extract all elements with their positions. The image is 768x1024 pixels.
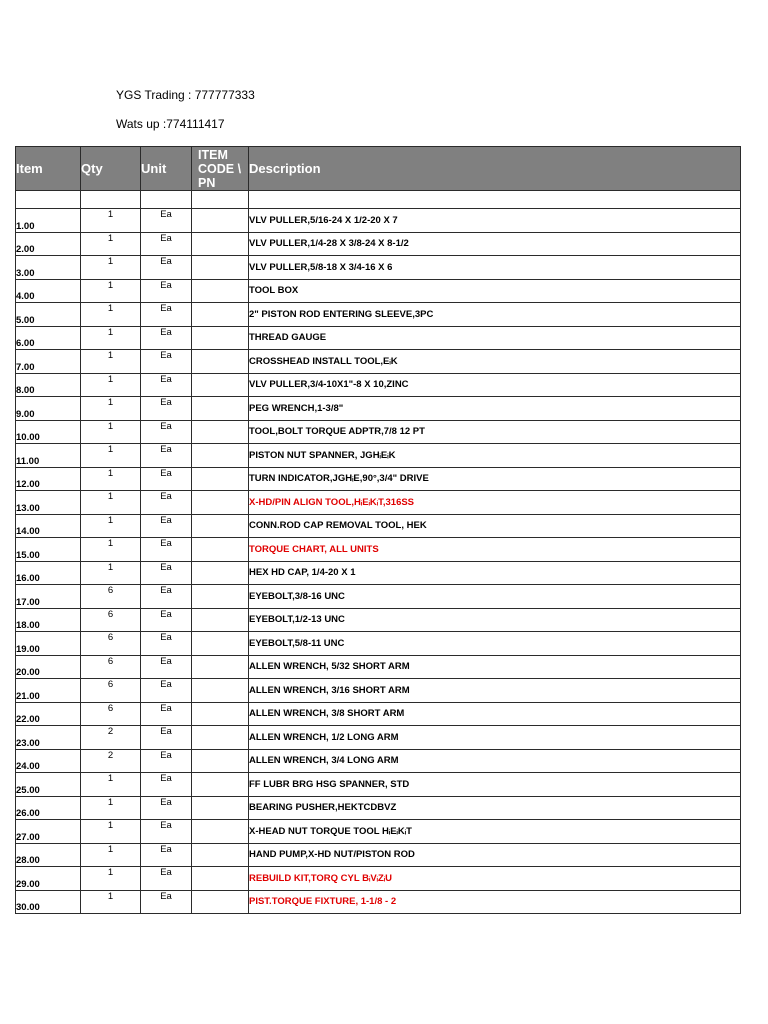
description-cell: TOOL BOX xyxy=(249,279,741,303)
description-cell: VLV PULLER,5/8-18 X 3/4-16 X 6 xyxy=(249,256,741,280)
item-number-cell: 6.00 xyxy=(16,326,81,350)
item-number-cell: 16.00 xyxy=(16,561,81,585)
items-table xyxy=(15,146,741,914)
table-row xyxy=(16,843,741,867)
unit-cell: Ea xyxy=(141,726,192,750)
description-cell: PISTON NUT SPANNER, JGHᵢEᵢK xyxy=(249,444,741,468)
description-cell: TOOL,BOLT TORQUE ADPTR,7/8 12 PT xyxy=(249,420,741,444)
item-code-cell xyxy=(192,467,249,491)
header-item: Item xyxy=(16,147,81,191)
item-number-cell: 22.00 xyxy=(16,702,81,726)
unit-cell: Ea xyxy=(141,303,192,327)
unit-cell: Ea xyxy=(141,608,192,632)
qty-cell: 1 xyxy=(81,256,141,280)
unit-cell: Ea xyxy=(141,632,192,656)
unit-cell: Ea xyxy=(141,538,192,562)
item-number-cell: 19.00 xyxy=(16,632,81,656)
item-code-cell xyxy=(192,514,249,538)
description-cell: ALLEN WRENCH, 3/16 SHORT ARM xyxy=(249,679,741,703)
description-cell: PEG WRENCH,1-3/8" xyxy=(249,397,741,421)
description-cell: REBUILD KIT,TORQ CYL BᵢVᵢZᵢU xyxy=(249,867,741,891)
item-number-cell: 12.00 xyxy=(16,467,81,491)
description-cell: X-HEAD NUT TORQUE TOOL HᵢEᵢKᵢT xyxy=(249,820,741,844)
table-row xyxy=(16,256,741,280)
item-code-cell xyxy=(192,655,249,679)
item-code-cell xyxy=(192,773,249,797)
qty-cell: 1 xyxy=(81,514,141,538)
qty-cell: 1 xyxy=(81,397,141,421)
item-number-cell: 23.00 xyxy=(16,726,81,750)
unit-cell: Ea xyxy=(141,279,192,303)
qty-cell: 6 xyxy=(81,585,141,609)
unit-cell: Ea xyxy=(141,773,192,797)
item-number-cell: 14.00 xyxy=(16,514,81,538)
qty-cell: 1 xyxy=(81,467,141,491)
qty-cell: 1 xyxy=(81,326,141,350)
description-cell: 2" PISTON ROD ENTERING SLEEVE,3PC xyxy=(249,303,741,327)
table-row xyxy=(16,373,741,397)
table-row xyxy=(16,303,741,327)
table-body xyxy=(16,191,741,914)
item-code-cell xyxy=(192,256,249,280)
item-code-cell xyxy=(192,326,249,350)
table-row xyxy=(16,491,741,515)
description-cell: TURN INDICATOR,JGHᵢE,90°,3/4" DRIVE xyxy=(249,467,741,491)
description-cell: ALLEN WRENCH, 3/8 SHORT ARM xyxy=(249,702,741,726)
table-row xyxy=(16,632,741,656)
qty-cell: 1 xyxy=(81,561,141,585)
item-number-cell: 26.00 xyxy=(16,796,81,820)
table-row xyxy=(16,820,741,844)
item-code-cell xyxy=(192,491,249,515)
description-cell: HAND PUMP,X-HD NUT/PISTON ROD xyxy=(249,843,741,867)
qty-cell: 1 xyxy=(81,209,141,233)
blank-cell xyxy=(249,191,741,209)
item-code-cell xyxy=(192,632,249,656)
description-cell: ALLEN WRENCH, 3/4 LONG ARM xyxy=(249,749,741,773)
unit-cell: Ea xyxy=(141,585,192,609)
unit-cell: Ea xyxy=(141,420,192,444)
item-code-cell xyxy=(192,209,249,233)
item-code-cell xyxy=(192,843,249,867)
unit-cell: Ea xyxy=(141,209,192,233)
table-row xyxy=(16,608,741,632)
qty-cell: 1 xyxy=(81,350,141,374)
unit-cell: Ea xyxy=(141,890,192,914)
unit-cell: Ea xyxy=(141,326,192,350)
item-code-cell xyxy=(192,373,249,397)
item-code-cell xyxy=(192,303,249,327)
qty-cell: 1 xyxy=(81,538,141,562)
item-number-cell: 15.00 xyxy=(16,538,81,562)
table-row xyxy=(16,444,741,468)
table-row xyxy=(16,585,741,609)
item-code-cell xyxy=(192,890,249,914)
item-code-cell xyxy=(192,608,249,632)
item-code-cell xyxy=(192,232,249,256)
description-cell: VLV PULLER,5/16-24 X 1/2-20 X 7 xyxy=(249,209,741,233)
qty-cell: 2 xyxy=(81,726,141,750)
unit-cell: Ea xyxy=(141,232,192,256)
unit-cell: Ea xyxy=(141,491,192,515)
table-row xyxy=(16,397,741,421)
description-cell: THREAD GAUGE xyxy=(249,326,741,350)
item-code-cell xyxy=(192,867,249,891)
description-cell: HEX HD CAP, 1/4-20 X 1 xyxy=(249,561,741,585)
item-number-cell: 30.00 xyxy=(16,890,81,914)
item-code-cell xyxy=(192,702,249,726)
item-code-cell xyxy=(192,796,249,820)
description-cell: CONN.ROD CAP REMOVAL TOOL, HEK xyxy=(249,514,741,538)
item-number-cell: 17.00 xyxy=(16,585,81,609)
qty-cell: 1 xyxy=(81,867,141,891)
table-row xyxy=(16,232,741,256)
table-row xyxy=(16,561,741,585)
qty-cell: 6 xyxy=(81,632,141,656)
unit-cell: Ea xyxy=(141,256,192,280)
qty-cell: 1 xyxy=(81,843,141,867)
qty-cell: 6 xyxy=(81,608,141,632)
unit-cell: Ea xyxy=(141,397,192,421)
item-number-cell: 7.00 xyxy=(16,350,81,374)
item-code-cell xyxy=(192,679,249,703)
qty-cell: 1 xyxy=(81,444,141,468)
item-code-cell xyxy=(192,397,249,421)
item-code-cell xyxy=(192,820,249,844)
table-row xyxy=(16,655,741,679)
table-row xyxy=(16,467,741,491)
table-row xyxy=(16,514,741,538)
unit-cell: Ea xyxy=(141,820,192,844)
qty-cell: 2 xyxy=(81,749,141,773)
qty-cell: 1 xyxy=(81,232,141,256)
table-row xyxy=(16,326,741,350)
qty-cell: 6 xyxy=(81,702,141,726)
description-cell: PIST.TORQUE FIXTURE, 1-1/8 - 2 xyxy=(249,890,741,914)
item-number-cell: 24.00 xyxy=(16,749,81,773)
description-cell: CROSSHEAD INSTALL TOOL,EᵢK xyxy=(249,350,741,374)
header-unit: Unit xyxy=(141,147,192,191)
item-code-cell xyxy=(192,561,249,585)
table-row xyxy=(16,726,741,750)
item-number-cell: 29.00 xyxy=(16,867,81,891)
unit-cell: Ea xyxy=(141,655,192,679)
description-cell: FF LUBR BRG HSG SPANNER, STD xyxy=(249,773,741,797)
unit-cell: Ea xyxy=(141,843,192,867)
unit-cell: Ea xyxy=(141,702,192,726)
unit-cell: Ea xyxy=(141,796,192,820)
item-number-cell: 2.00 xyxy=(16,232,81,256)
qty-cell: 6 xyxy=(81,679,141,703)
item-code-cell xyxy=(192,350,249,374)
qty-cell: 6 xyxy=(81,655,141,679)
header-qty: Qty xyxy=(81,147,141,191)
table-row xyxy=(16,679,741,703)
table-row xyxy=(16,867,741,891)
qty-cell: 1 xyxy=(81,491,141,515)
item-code-cell xyxy=(192,420,249,444)
item-code-cell xyxy=(192,444,249,468)
blank-cell xyxy=(16,191,81,209)
item-number-cell: 10.00 xyxy=(16,420,81,444)
unit-cell: Ea xyxy=(141,444,192,468)
qty-cell: 1 xyxy=(81,303,141,327)
item-number-cell: 27.00 xyxy=(16,820,81,844)
description-cell: VLV PULLER,3/4-10X1"-8 X 10,ZINC xyxy=(249,373,741,397)
table-row xyxy=(16,702,741,726)
blank-cell xyxy=(141,191,192,209)
unit-cell: Ea xyxy=(141,514,192,538)
item-code-cell xyxy=(192,726,249,750)
unit-cell: Ea xyxy=(141,350,192,374)
table-row xyxy=(16,773,741,797)
qty-cell: 1 xyxy=(81,890,141,914)
description-cell: EYEBOLT,1/2-13 UNC xyxy=(249,608,741,632)
qty-cell: 1 xyxy=(81,820,141,844)
table-row xyxy=(16,538,741,562)
header-item-code: ITEM CODE \ PN xyxy=(192,147,249,191)
table-row xyxy=(16,420,741,444)
table-header xyxy=(16,147,741,191)
description-cell: TORQUE CHART, ALL UNITS xyxy=(249,538,741,562)
description-cell: BEARING PUSHER,HEKTCDBVZ xyxy=(249,796,741,820)
unit-cell: Ea xyxy=(141,561,192,585)
item-number-cell: 9.00 xyxy=(16,397,81,421)
unit-cell: Ea xyxy=(141,679,192,703)
blank-cell xyxy=(192,191,249,209)
description-cell: X-HD/PIN ALIGN TOOL,HᵢEᵢKᵢT,316SS xyxy=(249,491,741,515)
item-number-cell: 4.00 xyxy=(16,279,81,303)
qty-cell: 1 xyxy=(81,773,141,797)
item-number-cell: 8.00 xyxy=(16,373,81,397)
item-code-cell xyxy=(192,538,249,562)
table-row xyxy=(16,209,741,233)
item-number-cell: 11.00 xyxy=(16,444,81,468)
description-cell: EYEBOLT,3/8-16 UNC xyxy=(249,585,741,609)
item-code-cell xyxy=(192,585,249,609)
item-number-cell: 13.00 xyxy=(16,491,81,515)
qty-cell: 1 xyxy=(81,373,141,397)
item-number-cell: 20.00 xyxy=(16,655,81,679)
unit-cell: Ea xyxy=(141,467,192,491)
item-number-cell: 5.00 xyxy=(16,303,81,327)
description-cell: ALLEN WRENCH, 5/32 SHORT ARM xyxy=(249,655,741,679)
table-row xyxy=(16,796,741,820)
unit-cell: Ea xyxy=(141,373,192,397)
blank-cell xyxy=(81,191,141,209)
contact-whatsapp: Wats up :774111417 xyxy=(116,117,225,131)
blank-row xyxy=(16,191,741,209)
description-cell: EYEBOLT,5/8-11 UNC xyxy=(249,632,741,656)
qty-cell: 1 xyxy=(81,279,141,303)
description-cell: VLV PULLER,1/4-28 X 3/8-24 X 8-1/2 xyxy=(249,232,741,256)
unit-cell: Ea xyxy=(141,867,192,891)
table-row xyxy=(16,890,741,914)
qty-cell: 1 xyxy=(81,796,141,820)
item-number-cell: 21.00 xyxy=(16,679,81,703)
table-row xyxy=(16,350,741,374)
item-code-cell xyxy=(192,749,249,773)
qty-cell: 1 xyxy=(81,420,141,444)
item-number-cell: 28.00 xyxy=(16,843,81,867)
item-code-cell xyxy=(192,279,249,303)
description-cell: ALLEN WRENCH, 1/2 LONG ARM xyxy=(249,726,741,750)
unit-cell: Ea xyxy=(141,749,192,773)
item-number-cell: 3.00 xyxy=(16,256,81,280)
header-description: Description xyxy=(249,147,741,191)
contact-company-phone: YGS Trading : 777777333 xyxy=(116,88,255,102)
item-number-cell: 18.00 xyxy=(16,608,81,632)
table-row xyxy=(16,279,741,303)
item-number-cell: 25.00 xyxy=(16,773,81,797)
item-number-cell: 1.00 xyxy=(16,209,81,233)
table-row xyxy=(16,749,741,773)
